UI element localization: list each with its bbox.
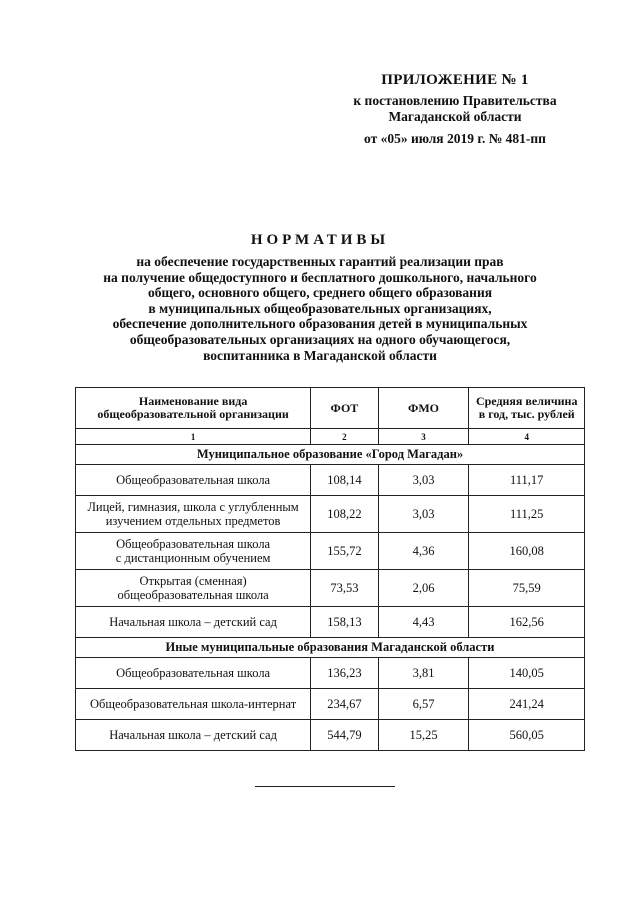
org-name-line: Начальная школа – детский сад — [109, 728, 277, 742]
header-avg-line: в год, тыс. рублей — [478, 407, 575, 421]
cell-fot: 108,22 — [311, 496, 378, 533]
subtitle-line: обеспечение дополнительного образования детей в муниципальных — [112, 316, 528, 332]
table-row — [76, 720, 585, 751]
cell-avg: 560,05 — [469, 720, 585, 751]
cell-fot: 234,67 — [311, 689, 378, 720]
cell-fot: 73,53 — [311, 570, 378, 607]
document-subtitle — [60, 254, 580, 363]
appendix-line-1: к постановлению Правительства — [353, 93, 557, 108]
org-name-line: Начальная школа – детский сад — [109, 615, 277, 629]
org-name-line: изучением отдельных предметов — [105, 514, 281, 528]
org-name-line: Общеобразовательная школа-интернат — [89, 697, 297, 711]
section-title: Муниципальное образование «Город Магадан» — [76, 445, 585, 465]
cell-fot: 544,79 — [311, 720, 378, 751]
cell-fmo: 4,36 — [378, 533, 469, 570]
subtitle-line: на получение общедоступного и бесплатного дошкольного, начального — [103, 269, 537, 285]
cell-org-name — [76, 496, 311, 533]
table-row — [76, 658, 585, 689]
cell-org-name — [76, 607, 311, 638]
document-title: НОРМАТИВЫ — [250, 232, 390, 248]
cell-fmo: 3,03 — [378, 496, 469, 533]
column-number-row — [76, 429, 585, 445]
cell-fot: 155,72 — [311, 533, 378, 570]
table-row — [76, 570, 585, 607]
cell-org-name — [76, 720, 311, 751]
cell-org-name — [76, 689, 311, 720]
cell-org-name — [76, 570, 311, 607]
appendix-block — [330, 72, 580, 147]
cell-fot: 108,14 — [311, 465, 378, 496]
cell-fot: 158,13 — [311, 607, 378, 638]
column-number: 1 — [76, 429, 311, 445]
cell-fmo: 2,06 — [378, 570, 469, 607]
table-row — [76, 496, 585, 533]
cell-avg: 111,17 — [469, 465, 585, 496]
org-name-line: Лицей, гимназия, школа с углубленным — [87, 500, 299, 514]
org-name-line: Общеобразовательная школа — [116, 666, 271, 680]
subtitle-line: общеобразовательных организациях на одного обучающегося, — [129, 331, 511, 347]
table-row — [76, 465, 585, 496]
header-avg — [469, 388, 585, 429]
org-name-line: Общеобразовательная школа — [116, 473, 271, 487]
section-header-row — [76, 638, 585, 658]
table-row — [76, 689, 585, 720]
cell-avg: 162,56 — [469, 607, 585, 638]
cell-avg: 140,05 — [469, 658, 585, 689]
cell-fmo: 6,57 — [378, 689, 469, 720]
org-name-line: общеобразовательная школа — [117, 588, 269, 602]
org-name-line: Открытая (сменная) — [139, 574, 247, 588]
header-avg-line: Средняя величина — [475, 394, 578, 408]
cell-avg: 75,59 — [469, 570, 585, 607]
section-header-row — [76, 445, 585, 465]
cell-fmo: 15,25 — [378, 720, 469, 751]
subtitle-line: на обеспечение государственных гарантий реализации прав — [136, 254, 504, 269]
cell-avg: 160,08 — [469, 533, 585, 570]
cell-fmo: 4,43 — [378, 607, 469, 638]
cell-fot: 136,23 — [311, 658, 378, 689]
org-name-line: с дистанционным обучением — [115, 551, 271, 565]
column-number: 2 — [311, 429, 378, 445]
header-name-line: общеобразовательной организации — [97, 407, 289, 421]
footer-divider — [255, 786, 395, 787]
table-row — [76, 533, 585, 570]
cell-avg: 241,24 — [469, 689, 585, 720]
header-name-line: Наименование вида — [138, 394, 248, 408]
header-fot: ФОТ — [311, 388, 378, 429]
cell-avg: 111,25 — [469, 496, 585, 533]
table-row — [76, 607, 585, 638]
header-fmo: ФМО — [378, 388, 469, 429]
cell-fmo: 3,03 — [378, 465, 469, 496]
column-number: 3 — [378, 429, 469, 445]
cell-org-name — [76, 533, 311, 570]
org-name-line: Общеобразовательная школа — [116, 537, 271, 551]
cell-fmo: 3,81 — [378, 658, 469, 689]
section-title: Иные муниципальные образования Магаданской области — [76, 638, 585, 658]
column-number: 4 — [469, 429, 585, 445]
subtitle-line: общего, основного общего, среднего общего образования — [147, 285, 493, 301]
cell-org-name — [76, 658, 311, 689]
subtitle-line: в муниципальных общеобразовательных организациях, — [148, 300, 492, 316]
table-header-row — [76, 388, 585, 429]
appendix-title: ПРИЛОЖЕНИЕ № 1 — [381, 72, 529, 88]
subtitle-line: воспитанника в Магаданской области — [203, 347, 437, 363]
appendix-line-2: Магаданской области — [388, 109, 522, 124]
cell-org-name — [76, 465, 311, 496]
appendix-date: от «05» июля 2019 г. № 481-пп — [364, 131, 546, 146]
norms-table — [75, 387, 585, 751]
header-name — [76, 388, 311, 429]
